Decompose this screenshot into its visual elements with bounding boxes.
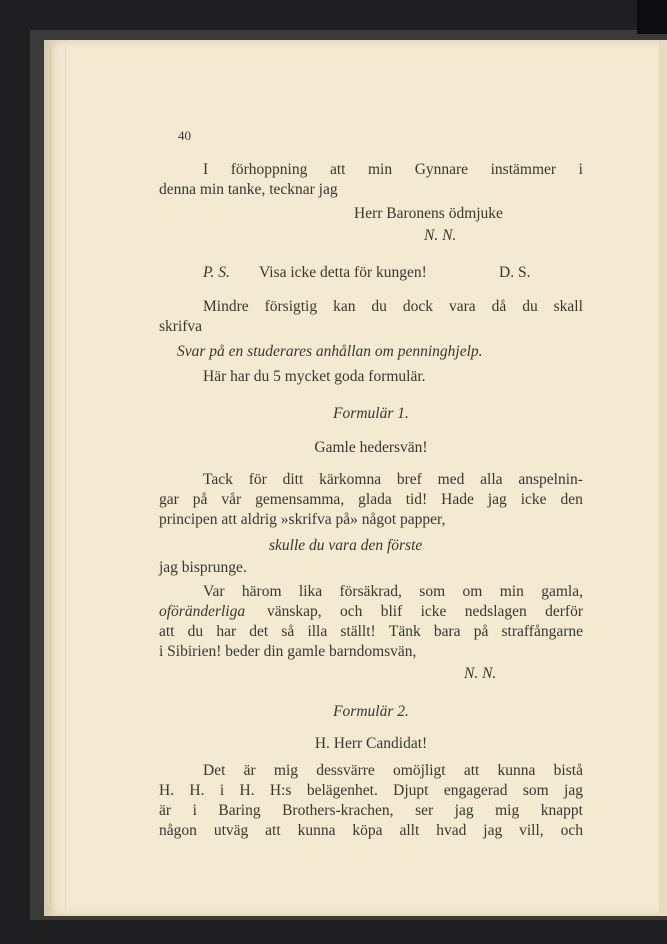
word: att	[463, 762, 480, 779]
word: jag	[487, 491, 507, 508]
word: försigtig	[264, 298, 318, 315]
word: i	[578, 161, 583, 178]
text-line	[159, 803, 583, 819]
word: derför	[545, 603, 583, 620]
word: kärkomna	[319, 471, 382, 488]
word: Det	[203, 762, 226, 779]
word: ser	[415, 802, 434, 819]
word: det	[249, 623, 269, 640]
word: med	[437, 471, 465, 488]
text-line: Här har du 5 mycket goda formulär.	[203, 368, 426, 385]
word: bistå	[553, 762, 583, 779]
text-line	[159, 823, 583, 839]
word: du	[187, 623, 204, 640]
word: skall	[553, 298, 583, 315]
page-edge	[659, 40, 667, 916]
word: ställt!	[340, 623, 376, 640]
word: då	[491, 298, 507, 315]
word: knappt	[540, 802, 583, 819]
word: vill,	[519, 822, 544, 839]
word: utväg	[213, 822, 249, 839]
signature: N. N.	[424, 227, 457, 244]
word: bref	[396, 471, 422, 488]
word: vänskap,	[267, 603, 322, 620]
word: glada	[358, 491, 392, 508]
word: illa	[307, 623, 328, 640]
corner-shadow	[637, 0, 667, 34]
word: om	[462, 583, 483, 600]
signature: N. N.	[464, 665, 497, 682]
word: nedslagen	[464, 603, 527, 620]
section-heading: Svar på en studerares anhållan om penninghjelp.	[177, 343, 483, 360]
word: att	[265, 822, 281, 839]
word: mig	[273, 762, 299, 779]
text-line	[203, 763, 583, 779]
text-line	[159, 492, 583, 508]
word: och	[560, 822, 583, 839]
word: engagerad	[443, 782, 508, 799]
word: i	[192, 802, 197, 819]
word: mig	[495, 802, 520, 819]
word: belägenhet.	[306, 782, 378, 799]
word: H.	[189, 782, 205, 799]
word: gamla,	[541, 583, 583, 600]
word: Tänk	[388, 623, 421, 640]
word: dessvärre	[316, 762, 375, 779]
word: jag	[454, 802, 474, 819]
text-line: denna min tanke, tecknar jag	[159, 181, 338, 198]
word: omöjligt	[393, 762, 446, 779]
word: Hade	[441, 491, 474, 508]
word: tid!	[405, 491, 428, 508]
word: förhoppning	[230, 161, 308, 178]
word: är	[159, 802, 172, 819]
text-line: jag bisprunge.	[159, 559, 247, 576]
word: du	[522, 298, 538, 315]
text-line	[267, 604, 583, 620]
word: alla	[480, 471, 503, 488]
signature-line: Herr Baronens ödmjuke	[354, 205, 503, 222]
word: dock	[402, 298, 434, 315]
word: den	[560, 491, 583, 508]
word: försäkrad,	[339, 583, 402, 600]
word: och	[340, 603, 363, 620]
word: icke	[520, 491, 547, 508]
word: på	[473, 623, 489, 640]
word: ditt	[282, 471, 304, 488]
page-number: 40	[178, 128, 191, 143]
word: i	[219, 782, 225, 799]
word: som	[419, 583, 446, 600]
postscript-end: D. S.	[499, 264, 531, 281]
word: kunna	[297, 822, 336, 839]
word: anspelnin-	[518, 471, 583, 488]
word: min	[499, 583, 524, 600]
text-line	[203, 584, 583, 600]
word: Gynnare	[414, 161, 469, 178]
word: I	[203, 161, 209, 178]
word: jag	[483, 822, 503, 839]
word: köpa	[352, 822, 383, 839]
word: gemensamma,	[255, 491, 345, 508]
word: du	[371, 298, 387, 315]
text-line	[159, 783, 583, 799]
word: som	[522, 782, 549, 799]
word: allt	[399, 822, 420, 839]
word: har	[216, 623, 237, 640]
word: är	[243, 762, 256, 779]
word: någon	[159, 822, 197, 839]
word: Djupt	[393, 782, 429, 799]
word: instämmer	[490, 161, 557, 178]
form-greeting: H. Herr Candidat!	[314, 735, 428, 752]
word: att	[159, 623, 175, 640]
word: kunna	[497, 762, 536, 779]
word: Var	[203, 583, 225, 600]
word: för	[248, 471, 267, 488]
word: vår	[221, 491, 242, 508]
word: H:s	[269, 782, 292, 799]
word: straffångarne	[501, 623, 583, 640]
word: vara	[448, 298, 476, 315]
word: jag	[564, 782, 583, 799]
word: bara	[433, 623, 461, 640]
word: hvad	[436, 822, 467, 839]
word: lika	[298, 583, 323, 600]
text-line	[159, 604, 245, 620]
word: gar	[159, 491, 179, 508]
text-line	[203, 162, 583, 178]
word: Tack	[203, 471, 233, 488]
word: härom	[241, 583, 282, 600]
word: kan	[333, 298, 356, 315]
text-line: skrifva	[159, 318, 203, 335]
postscript-label: P. S.	[203, 264, 230, 281]
text-line	[203, 299, 583, 315]
word: så	[281, 623, 295, 640]
word: min	[368, 161, 393, 178]
emphasis: oföränderliga	[159, 603, 246, 620]
word: H.	[239, 782, 255, 799]
word: icke	[420, 603, 447, 620]
word: Brothers-krachen,	[282, 802, 394, 819]
word: att	[329, 161, 346, 178]
form-greeting: Gamle hedersvän!	[314, 439, 428, 456]
word: blif	[380, 603, 403, 620]
text-line: i Sibirien! beder din gamle barndomsvän,	[159, 643, 417, 660]
text-line: skulle du vara den förste	[269, 537, 423, 554]
form-title: Formulär 1.	[333, 405, 409, 422]
word: Baring	[218, 802, 261, 819]
text-line	[203, 472, 583, 488]
word: Mindre	[203, 298, 249, 315]
text-line: principen att aldrig »skrifva på» något papper,	[159, 511, 446, 528]
text-line	[159, 624, 583, 640]
word: på	[192, 491, 208, 508]
form-title: Formulär 2.	[333, 703, 409, 720]
word: H.	[159, 782, 175, 799]
postscript-text: Visa icke detta för kungen!	[259, 264, 427, 281]
